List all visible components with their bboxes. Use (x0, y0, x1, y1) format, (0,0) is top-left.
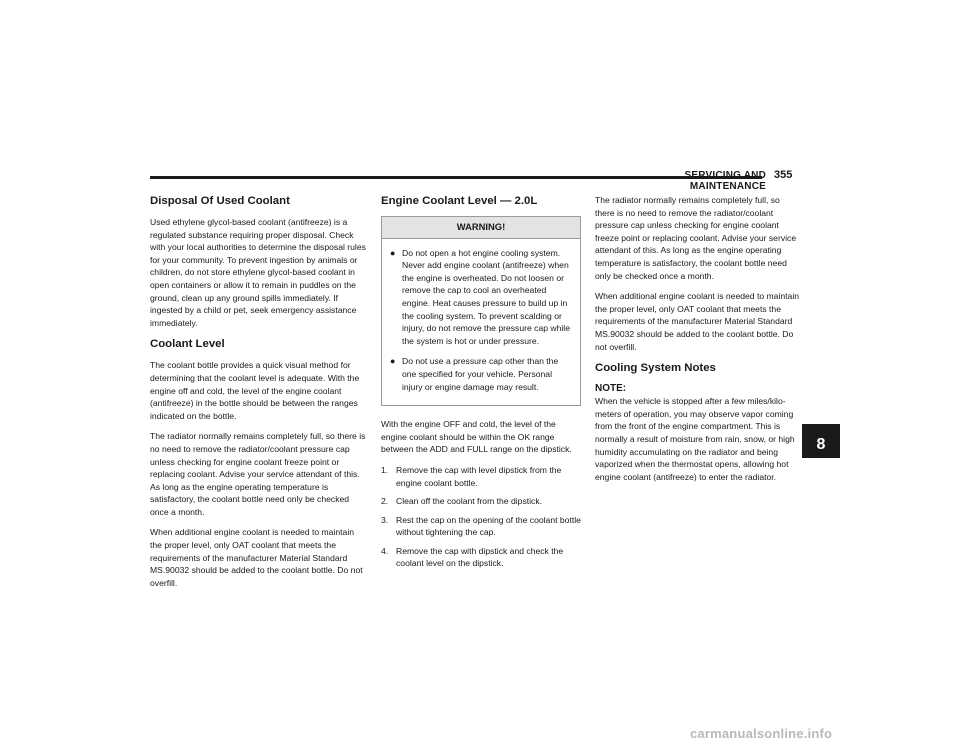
step-item (381, 464, 581, 489)
step-number: 2. (381, 496, 389, 507)
note-paragraph: When the vehicle is stopped after a few miles/kilo-meters of operation, you may observe vapor coming from the front of the engine compartment. This is normally a result of moisture from rain, snow, or high humidity accumulating on the radiator and being vaporized when the thermostat opens, allowing hot engine coolant (antifreeze) to enter the radiator. (595, 396, 795, 482)
dipstick-intro: With the engine OFF and cold, the level of the engine coolant should be within the OK range between the ADD and FULL range on the dipstick. (381, 419, 572, 455)
step-item (381, 495, 581, 508)
warning-item (390, 247, 572, 348)
note-label: NOTE: (595, 383, 627, 395)
step-text: Remove the cap with dipstick and check the coolant level on the dipstick. (396, 545, 564, 569)
bullet-icon: ● (390, 247, 396, 258)
step-text: Rest the cap on the opening of the coolant bottle without tightening the cap. (396, 514, 581, 538)
steps-list (381, 464, 581, 570)
step-number: 4. (381, 545, 389, 556)
additional-coolant-paragraph: When additional engine coolant is needed to maintain the proper level, only OAT coolant that meets the requirements of the manufacturer Material Standard MS.90032 should be added to the coolant bottle. Do not overfill. (595, 291, 800, 352)
page-number: 355 (774, 169, 793, 181)
coolant-level-paragraph-1: The coolant bottle provides a quick visual method for determining that the coolant level is adequate. With the engine off and cold, the level of the engine coolant (antifreeze) in the bottle should be between the ranges indicated on the bottle. (150, 360, 360, 421)
coolant-level-paragraph-2: The radiator normally remains completely full, so there is no need to remove the radiator/coolant pressure cap unless checking for engine coolant freeze point or replacing coolant. Advise your service attendant of this. As long as the engine operating temperature is satisfactory, the coolant bottle need only be checked once a month. (150, 431, 366, 517)
section-title: SERVICING AND MAINTENANCE (684, 170, 766, 192)
coolant-level-heading: Coolant Level (150, 338, 225, 351)
column-right (595, 194, 800, 491)
watermark-text: carmanualsonline.info (690, 726, 833, 741)
radiator-paragraph: The radiator normally remains completely full, so there is no need to remove the radiator/coolant pressure cap unless checking for engine coolant freeze point or replacing coolant. Advise your service attendant of this. As long as the engine operating temperature is satisfactory, the coolant bottle need only be checked once a month. (595, 195, 797, 281)
engine-coolant-heading: Engine Coolant Level — 2.0L (381, 195, 538, 207)
chapter-tab: 8 (802, 424, 840, 458)
warning-item (390, 355, 572, 393)
warning-list (382, 239, 580, 406)
disposal-heading: Disposal Of Used Coolant (150, 195, 290, 207)
cooling-notes-heading: Cooling System Notes (595, 362, 716, 375)
warning-title: WARNING! (382, 217, 580, 239)
step-number: 1. (381, 464, 389, 475)
step-number: 3. (381, 514, 389, 525)
step-text: Remove the cap with level dipstick from the engine coolant bottle. (396, 464, 562, 488)
disposal-paragraph: Used ethylene glycol-based coolant (antifreeze) is a regulated substance requiring proper disposal. Check with your local authorities to determine the disposal rules for your community. To prevent ingestion by animals or children, do not store ethylene glycol-based coolant in open containers or allow it to remain in puddles on the ground, clean up any ground spills immediately. If ingested by a child or pet, seek emergency assistance immediately. (150, 217, 366, 328)
step-item (381, 545, 581, 570)
warning-item-text: Do not open a hot engine cooling system. Never add engine coolant (antifreeze) when the engine is overheated. Do not loosen or remove the cap to cool an overheated engine. Heat causes pressure to build up in the cooling system. To prevent scalding or injury, do not remove the pressure cap while the system is hot or under pressure. (402, 247, 570, 346)
bullet-icon: ● (390, 356, 396, 367)
column-middle (381, 194, 581, 576)
step-item (381, 514, 581, 539)
column-left (150, 194, 366, 597)
coolant-level-paragraph-3: When additional engine coolant is needed to maintain the proper level, only OAT coolant that meets the requirements of the manufacturer Material Standard MS.90032 should be added to the coolant bottle. Do not overfill. (150, 527, 363, 588)
warning-box (381, 216, 581, 406)
step-text: Clean off the coolant from the dipstick. (396, 496, 543, 507)
warning-item-text: Do not use a pressure cap other than the one specified for your vehicle. Personal injury or engine damage may result. (402, 356, 559, 392)
